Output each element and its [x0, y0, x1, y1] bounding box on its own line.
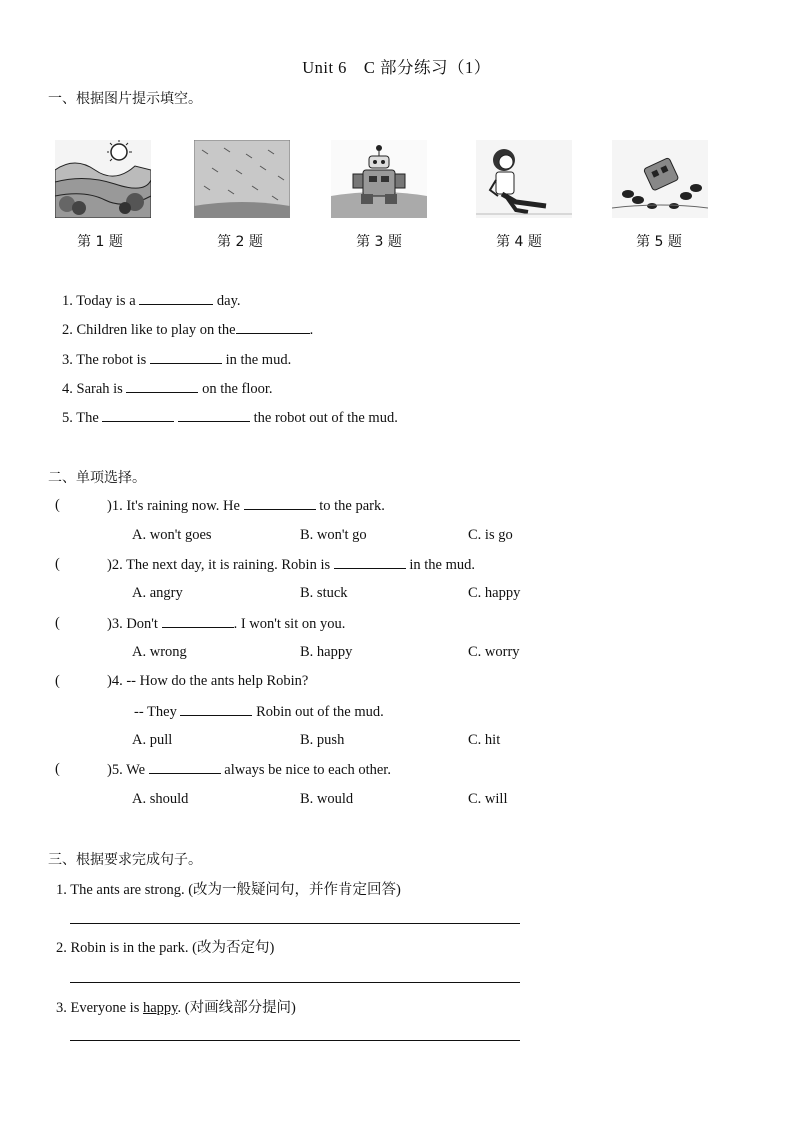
question-text: . I won't sit on you.	[233, 616, 346, 632]
rewrite-item: 1. The ants are strong. (改为一般疑问句，并作肯定回答)	[56, 882, 401, 898]
fill-item	[62, 409, 398, 427]
question-stem	[107, 497, 385, 515]
sunny-landscape-icon	[55, 140, 151, 218]
answer-blank[interactable]	[180, 703, 252, 716]
option-c[interactable]: C. hit	[468, 732, 501, 748]
answer-blank[interactable]	[150, 351, 222, 364]
item-text: 3. Everyone is	[56, 1000, 143, 1016]
option-c[interactable]: C. happy	[468, 585, 521, 601]
picture-caption: 第 1 题	[77, 234, 123, 250]
question-stem: )4. -- How do the ants help Robin?	[107, 673, 309, 689]
question-text: -- They	[134, 704, 177, 720]
rewrite-item: 2. Robin is in the park. (改为否定句)	[56, 940, 275, 956]
item-text: . (对画线部分提问)	[177, 1000, 296, 1016]
answer-paren[interactable]: (	[55, 497, 60, 513]
answer-line[interactable]	[70, 923, 520, 924]
question-text: to the park.	[319, 498, 385, 514]
answer-blank[interactable]	[149, 761, 221, 774]
option-c[interactable]: C. will	[468, 791, 508, 807]
picture-caption: 第 2 题	[217, 234, 263, 250]
section3-heading: 三、根据要求完成句子。	[48, 852, 202, 868]
picture-caption: 第 5 题	[636, 234, 682, 250]
option-b[interactable]: B. stuck	[300, 585, 348, 601]
answer-blank[interactable]	[244, 497, 316, 510]
question-line2	[134, 703, 384, 721]
item-text: in the mud.	[225, 352, 292, 368]
answer-blank[interactable]	[162, 615, 234, 628]
question-stem	[107, 615, 345, 633]
section1-heading: 一、根据图片提示填空。	[48, 91, 202, 107]
item-text: 4. Sarah is	[62, 381, 123, 397]
option-c[interactable]: C. is go	[468, 527, 513, 543]
answer-line[interactable]	[70, 982, 520, 983]
page-title: Unit 6 C 部分练习（1）	[302, 58, 491, 77]
option-a[interactable]: A. should	[132, 791, 189, 807]
item-text: on the floor.	[202, 381, 273, 397]
section2-heading: 二、单项选择。	[48, 470, 146, 486]
picture-caption: 第 3 题	[356, 234, 402, 250]
item-text: the robot out of the mud.	[253, 410, 398, 426]
question-text: )2. The next day, it is raining. Robin is	[107, 557, 331, 573]
option-c[interactable]: C. worry	[468, 644, 520, 660]
answer-paren[interactable]: (	[55, 673, 60, 689]
girl-sitting-icon	[476, 140, 572, 218]
answer-blank[interactable]	[178, 409, 250, 422]
fill-item	[62, 321, 313, 339]
fill-item	[62, 351, 291, 369]
question-stem	[107, 556, 475, 574]
question-text: )3. Don't	[107, 616, 158, 632]
fill-item	[62, 380, 273, 398]
item-text: 1. Today is a	[62, 293, 136, 309]
answer-blank[interactable]	[236, 321, 310, 334]
rain-icon	[194, 140, 290, 218]
question-text: in the mud.	[409, 557, 476, 573]
option-b[interactable]: B. push	[300, 732, 345, 748]
answer-blank[interactable]	[139, 292, 213, 305]
answer-paren[interactable]: (	[55, 761, 60, 777]
option-a[interactable]: A. wrong	[132, 644, 187, 660]
robot-icon	[331, 140, 427, 218]
item-text: .	[309, 322, 314, 338]
answer-blank[interactable]	[126, 380, 198, 393]
item-text: 5. The	[62, 410, 99, 426]
question-text: Robin out of the mud.	[256, 704, 384, 720]
option-b[interactable]: B. happy	[300, 644, 353, 660]
answer-paren[interactable]: (	[55, 556, 60, 572]
question-text: always be nice to each other.	[224, 762, 391, 778]
answer-blank[interactable]	[334, 556, 406, 569]
ants-robot-icon	[612, 140, 708, 218]
underlined-word: happy	[142, 1000, 178, 1016]
option-a[interactable]: A. won't goes	[132, 527, 212, 543]
item-text: 2. Children like to play on the	[62, 322, 236, 338]
fill-item	[62, 292, 241, 310]
option-a[interactable]: A. angry	[132, 585, 183, 601]
item-text: 3. The robot is	[62, 352, 147, 368]
answer-line[interactable]	[70, 1040, 520, 1041]
option-a[interactable]: A. pull	[132, 732, 173, 748]
question-stem	[107, 761, 391, 779]
answer-blank[interactable]	[102, 409, 174, 422]
option-b[interactable]: B. would	[300, 791, 354, 807]
option-b[interactable]: B. won't go	[300, 527, 367, 543]
answer-paren[interactable]: (	[55, 615, 60, 631]
question-text: )1. It's raining now. He	[107, 498, 240, 514]
picture-caption: 第 4 题	[496, 234, 542, 250]
rewrite-item	[56, 996, 296, 1017]
question-text: )5. We	[107, 762, 146, 778]
item-text: day.	[216, 293, 241, 309]
